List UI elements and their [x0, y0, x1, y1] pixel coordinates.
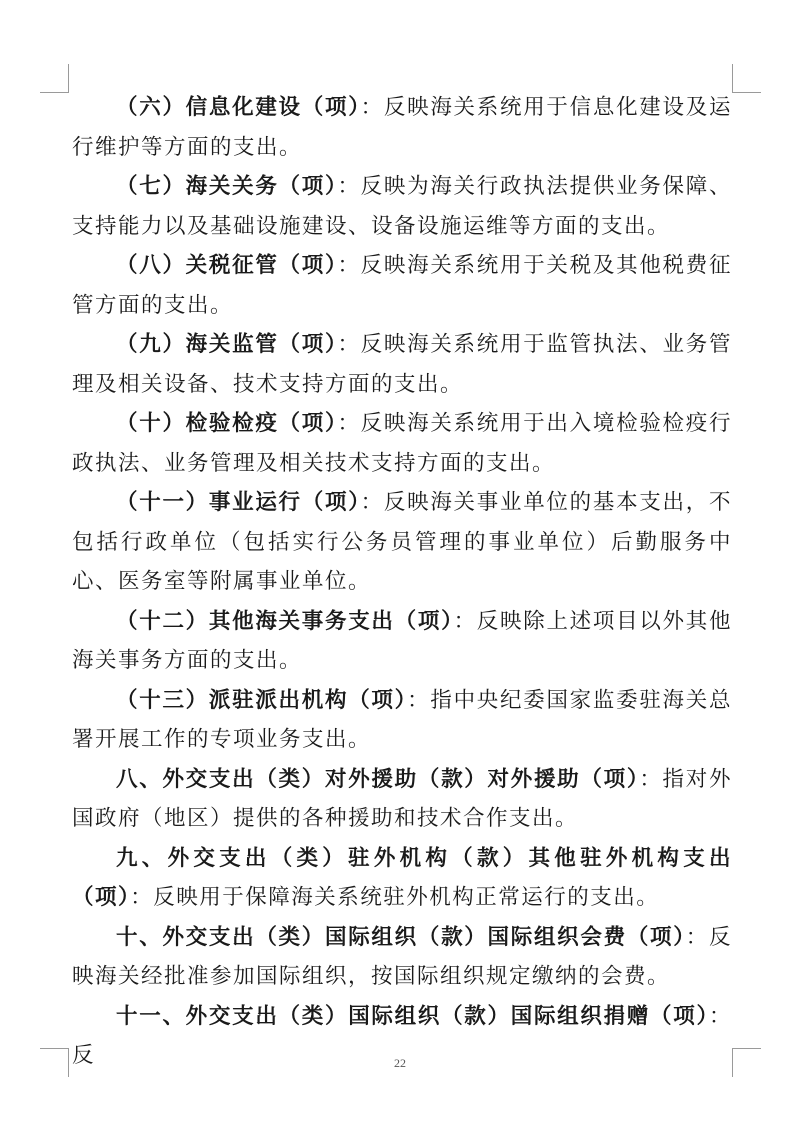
paragraph [72, 325, 732, 404]
paragraph-body: ：指中央纪委国家监委驻海关总署开展工作的专项业务支出。 [72, 687, 732, 752]
paragraph [72, 839, 732, 918]
paragraph-heading: 十一、外交支出（类）国际组织（款）国际组织捐赠（项） [116, 1003, 709, 1029]
paragraph [72, 483, 732, 602]
paragraph-body: ：反映海关事业单位的基本支出，不包括行政单位（包括实行公务员管理的事业单位）后勤服务中心、医务室等附属事业单位。 [72, 490, 732, 594]
paragraph-body: ：反映为海关行政执法提供业务保障、支持能力以及基础设施建设、设备设施运维等方面的支出。 [72, 174, 732, 239]
page-number: 22 [394, 1056, 406, 1070]
paragraph-heading: 九、外交支出（类）驻外机构（款）其他驻外机构支出（项） [72, 845, 732, 910]
paragraph-heading: （八）关税征管（项） [116, 253, 338, 278]
paragraph [72, 918, 732, 997]
paragraph-body: ：反映海关系统用于关税及其他税费征管方面的支出。 [72, 253, 732, 318]
paragraph [72, 760, 732, 839]
paragraph-body: ：反映海关系统用于信息化建设及运行维护等方面的支出。 [72, 95, 732, 160]
paragraph-body: ：反映海关系统用于监管执法、业务管理及相关设备、技术支持方面的支出。 [72, 332, 732, 397]
body-text [72, 88, 732, 1076]
crop-mark-top-left [40, 64, 69, 93]
paragraph-heading: （十）检验检疫（项） [116, 411, 338, 436]
paragraph-heading: （九）海关监管（项） [116, 332, 338, 357]
paragraph-body: ：反映海关系统用于出入境检验检疫行政执法、业务管理及相关技术支持方面的支出。 [72, 411, 732, 476]
paragraph-heading: 八、外交支出（类）对外援助（款）对外援助（项） [116, 766, 640, 792]
paragraph-heading: （十一）事业运行（项） [116, 490, 361, 515]
paragraph [72, 681, 732, 760]
paragraph-body: ：反 [72, 1003, 732, 1068]
paragraph-heading: （七）海关关务（项） [116, 174, 338, 199]
paragraph-body: ：反映除上述项目以外其他海关事务方面的支出。 [72, 608, 732, 673]
paragraph-body: ：反映海关经批准参加国际组织，按国际组织规定缴纳的会费。 [72, 924, 732, 989]
paragraph-heading: （十二）其他海关事务支出（项） [116, 608, 454, 634]
paragraph-body: ：指对外国政府（地区）提供的各种援助和技术合作支出。 [72, 766, 732, 831]
paragraph [72, 88, 732, 167]
paragraph [72, 167, 732, 246]
paragraph-heading: （六）信息化建设（项） [116, 95, 361, 120]
paragraph-body: ：反映用于保障海关系统驻外机构正常运行的支出。 [130, 885, 660, 910]
paragraph [72, 404, 732, 483]
paragraph-heading: 十、外交支出（类）国际组织（款）国际组织会费（项） [116, 924, 686, 950]
paragraph [72, 602, 732, 681]
paragraph-heading: （十三）派驻派出机构（项） [116, 687, 408, 713]
paragraph [72, 246, 732, 325]
crop-mark-top-right [732, 64, 761, 93]
